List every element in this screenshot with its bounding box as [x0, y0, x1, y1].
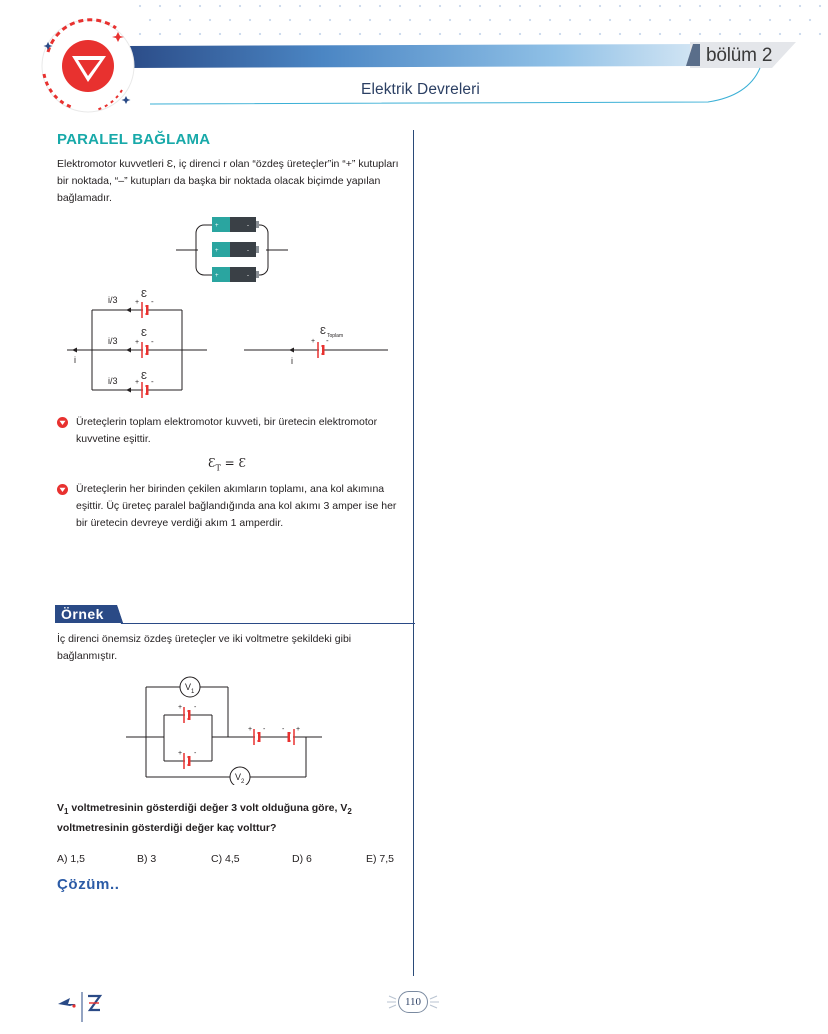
option-c[interactable]: C) 4,5 [211, 853, 240, 865]
battery-1 [212, 217, 259, 232]
svg-text:+: + [178, 704, 183, 711]
example-label: Örnek [61, 606, 104, 622]
red-triangle-bullet-icon [57, 417, 68, 428]
footer-brand-logo [56, 990, 106, 1024]
option-d[interactable]: D) 6 [292, 853, 312, 865]
chapter-label: bölüm 2 [706, 45, 773, 66]
option-e[interactable]: E) 7,5 [366, 853, 395, 865]
svg-text:+: + [248, 726, 253, 733]
parallel-batteries-illustration [176, 213, 288, 286]
emf-label-1: Ɛ [141, 289, 148, 300]
svg-text:-: - [194, 704, 197, 711]
svg-text:-: - [247, 248, 249, 254]
svg-text:+: + [215, 223, 219, 229]
svg-text:-: - [151, 377, 154, 386]
svg-text:+: + [178, 750, 183, 757]
svg-text:-: - [326, 336, 329, 345]
red-triangle-bullet-icon [57, 484, 68, 495]
option-b[interactable]: B) 3 [137, 853, 157, 865]
branch-current-3: i/3 [108, 376, 118, 386]
svg-text:-: - [282, 726, 285, 733]
branch-current-2: i/3 [108, 336, 118, 346]
voltmeter-1-sub: 1 [191, 689, 195, 695]
svg-text:-: - [151, 297, 154, 306]
total-emf-label: Ɛ [320, 326, 327, 337]
example-text: İç direnci önemsiz özdeş üreteçler ve iki voltmetre şekildeki gibi bağlanmıştır. [57, 633, 352, 662]
emf-label-2: Ɛ [141, 328, 148, 339]
svg-text:+: + [215, 248, 219, 254]
bullet-text-2: Üreteçlerin her birinden çekilen akımların toplamı, ana kol akımına eşittir. Üç üreteç paralel bağlandığında ana kol akımı 3 amper ise her bir üretecin devreye verdiği akım 1 amperdir. [76, 483, 397, 529]
battery-3 [212, 267, 259, 282]
voltmeter-1-label: V [185, 682, 192, 692]
main-current: i [74, 355, 76, 365]
brand-logo [26, 12, 146, 120]
svg-text:-: - [194, 750, 197, 757]
svg-text:-: - [247, 273, 249, 279]
branch-current-1: i/3 [108, 295, 118, 305]
bullet-currents [57, 481, 402, 532]
voltmeter-2-sub: 2 [241, 779, 245, 785]
equivalent-circuit-diagram [244, 322, 388, 372]
total-emf-sub: Toplam [327, 333, 344, 339]
page-number: 110 [398, 991, 428, 1013]
svg-text:+: + [135, 339, 140, 346]
formula-total-emf: $Ɛ_T$ = Ɛ [208, 456, 246, 473]
bullet-text-1: Üreteçlerin toplam elektromotor kuvveti, bir üretecin elektromotor kuvvetine eşittir. [76, 416, 378, 445]
parallel-circuit-diagram [62, 285, 212, 400]
voltmeter-circuit-diagram [126, 673, 326, 785]
column-divider [413, 130, 414, 976]
bullet-total-emf [57, 414, 402, 448]
option-a[interactable]: A) 1,5 [57, 853, 86, 865]
section-heading: PARALEL BAĞLAMA [57, 131, 211, 148]
battery-2 [212, 242, 259, 257]
emf-label-3: Ɛ [141, 371, 148, 382]
solution-heading: Çözüm.. [57, 876, 120, 893]
svg-text:-: - [247, 223, 249, 229]
svg-text:+: + [135, 379, 140, 386]
page-title: Elektrik Devreleri [361, 81, 480, 98]
svg-text:-: - [151, 337, 154, 346]
svg-text:+: + [135, 299, 140, 306]
svg-text:+: + [215, 273, 219, 279]
svg-text:+: + [311, 338, 316, 345]
svg-text:+: + [296, 726, 301, 733]
svg-text:-: - [263, 726, 266, 733]
eq-current: i [291, 356, 293, 366]
question-text: $V_1$ voltmetresinin gösterdiği değer 3 volt olduğuna göre, $V_2$ voltmetresinin gösterdiği değer kaç volttur? [57, 802, 352, 835]
voltmeter-2-label: V [235, 772, 242, 782]
intro-paragraph: Elektromotor kuvvetleri Ɛ, iç direnci r olan “özdeş üreteçler”in “+” kutupları bir noktada, “–” kutupları da başka bir noktada olacak biçimde yapılan bağlamadır. [57, 158, 399, 204]
